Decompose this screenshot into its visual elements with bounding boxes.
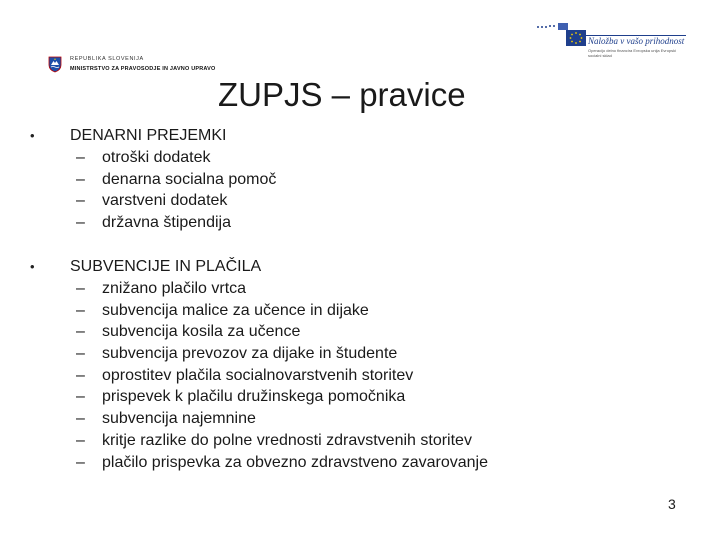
page-number: 3: [668, 496, 676, 512]
list-item: [76, 454, 488, 476]
list-item: [76, 149, 276, 171]
dash: –: [76, 453, 85, 471]
dash: –: [76, 301, 85, 319]
list-item: [76, 302, 488, 324]
list-item: [76, 171, 276, 193]
dash: –: [76, 280, 85, 297]
list-item-text: subvencija najemnine: [102, 410, 256, 428]
list-item-text: državna štipendija: [102, 214, 231, 232]
list-item-text: varstveni dodatek: [102, 192, 228, 210]
list-item: [76, 410, 488, 432]
dash: –: [76, 410, 85, 428]
republic-label: REPUBLIKA SLOVENIJA: [70, 56, 144, 62]
list-item: [76, 192, 276, 214]
dash: –: [76, 214, 85, 232]
bullet: •: [30, 128, 35, 143]
ministry-header: [48, 56, 216, 73]
list-item-text: plačilo prispevka za obvezno zdravstveno zavarovanje: [102, 453, 488, 471]
list-item-text: kritje razlike do polne vrednosti zdravstvenih storitev: [102, 431, 472, 449]
list-item-text: subvencija kosila za učence: [102, 323, 301, 341]
ministry-name: [70, 56, 216, 73]
dash: –: [76, 388, 85, 406]
list-item-text: oprostitev plačila socialnovarstvenih storitev: [102, 366, 414, 384]
dash: –: [76, 323, 85, 341]
slide-title: ZUPJS – pravice: [218, 76, 466, 113]
dash: –: [76, 170, 85, 188]
eu-slogan: Naložba v vašo prihodnost: [588, 36, 685, 46]
ministry-label: MINISTRSTVO ZA PRAVOSODJE IN JAVNO UPRAVO: [70, 66, 216, 72]
list-item-text: otroški dodatek: [102, 149, 211, 166]
list-item: [76, 367, 488, 389]
list-item-text: subvencija malice za učence in dijake: [102, 301, 369, 319]
bullet: •: [30, 259, 35, 274]
dash: –: [76, 149, 85, 166]
dash: –: [76, 345, 85, 363]
section-heading: SUBVENCIJE IN PLAČILA: [70, 258, 262, 275]
list-item-text: subvencija prevozov za dijake in študente: [102, 345, 398, 363]
list-item: [76, 214, 276, 236]
section-items: [76, 149, 276, 236]
list-item-text: denarna socialna pomoč: [102, 170, 277, 188]
eu-subtext: Operacijo delno financira Evropska unija Evropski socialni sklad: [588, 48, 677, 58]
dash: –: [76, 431, 85, 449]
dotted-stars-decoration: [537, 23, 568, 30]
section-heading: DENARNI PREJEMKI: [70, 127, 227, 144]
dash: –: [76, 192, 85, 210]
coat-of-arms-icon: [48, 56, 62, 73]
dash: –: [76, 366, 85, 384]
list-item: [76, 345, 488, 367]
list-item: [76, 388, 488, 410]
list-item: [76, 432, 488, 454]
list-item: [76, 280, 488, 302]
section-items: [76, 280, 488, 475]
list-item: [76, 323, 488, 345]
list-item-text: prispevek k plačilu družinskega pomočnika: [102, 388, 406, 406]
list-item-text: znižano plačilo vrtca: [102, 280, 247, 297]
